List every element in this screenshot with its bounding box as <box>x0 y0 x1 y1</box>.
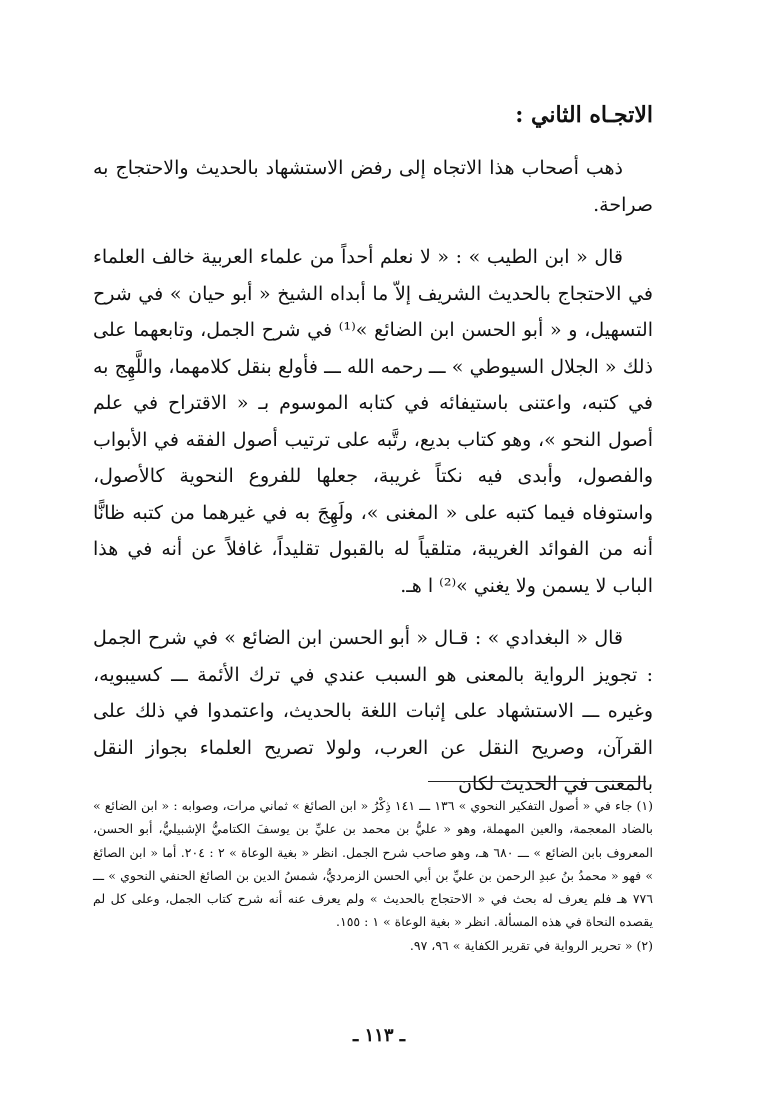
paragraph: قال « البغدادي » : قـال « أبو الحسن ابن الضائع » في شرح الجمل : تجويز الرواية بالمعنى هو السبب عندي في ترك الأئمة ـــ كسيبويه، وغيره ـــ الاستشهاد على إثبات اللغة بالحديث، واعتمدوا في ذلك على القرآن، وصريح النقل عن العرب، ولولا تصريح العلماء بجواز النقل بالمعنى في الحديث لكان <box>93 627 653 795</box>
paragraph: ذهب أصحاب هذا الاتجاه إلى رفض الاستشهاد بالحديث والاحتجاج به صراحة. <box>93 157 653 216</box>
footnote: (٢) « تحرير الرواية في تقرير الكفاية » ٩٦، ٩٧. <box>409 937 653 953</box>
footnote: (١) جاء في « أصول التفكير النحوي » ١٣٦ ـــ ١٤١ ذِكْرُ « ابن الصائغ » ثماني مرات، وصوابه : « ابن الضائع » بالضاد المعجمة، والعين المهملة، وهو « عليُّ بن محمد بن عليِّ بن يوسفَ الكتاميُّ الإشبيليُّ، أبو الحسن، المعروف بابن الضائع » ـــ ٦٨٠ هـ، وهو صاحب شرح الجمل. انظر « بغية الوعاة » ٢ : ٢٠٤. أما « ابن الصائغ » فهو « محمدُ بنُ عبدِ الرحمن بن عليِّ بن أبي الحسن الزمرديُّ، شمسُ الدين بن الصائغ الحنفي النحوي » ـــ ٧٧٦ هـ فلم يعرف له بحث في « الاحتجاج بالحديث » ولم يعرف عنه أنه شرح كتاب الجمل، وعلى كل لم يقصده النحاة في هذه المسألة. انظر « بغية الوعاة » ١ : ١٥٥. <box>93 798 653 930</box>
page-number: ـ ١١٣ ـ <box>352 1025 406 1046</box>
section-heading: الاتجـاه الثاني : <box>515 102 653 128</box>
footnotes <box>93 794 653 957</box>
paragraph: قال « ابن الطيب » : « لا نعلم أحداً من علماء العربية خالف العلماء في الاحتجاج بالحديث الشريف إلاّ ما أبداه الشيخ « أبو حيان » في شرح التسهيل، و « أبو الحسن ابن الضائع »⁽¹⁾ في شرح الجمل، وتابعهما على ذلك « الجلال السيوطي » ـــ رحمه الله ـــ فأولع بنقل كلامهما، واللَّهِج به في كتبه، واعتنى باستيفائه في كتابه الموسوم بـ « الاقتراح في علم أصول النحو »، وهو كتاب بديع، رتَّبه على ترتيب أصول الفقه في الأبواب والفصول، وأبدى فيه نكتاً غريبة، جعلها للفروع النحوية كالأصول، واستوفاه فيما كتبه على « المغنى »، ولَهِجَ به في غيرهما من كتبه ظانًّا أنه من الفوائد الغريبة، متلقياً له بالقبول تقليداً، غافلاً عن أنه في هذا الباب لا يسمن ولا يغني »⁽²⁾ ا هـ. <box>93 246 653 597</box>
footnote-divider <box>428 781 646 782</box>
main-text <box>93 150 653 803</box>
